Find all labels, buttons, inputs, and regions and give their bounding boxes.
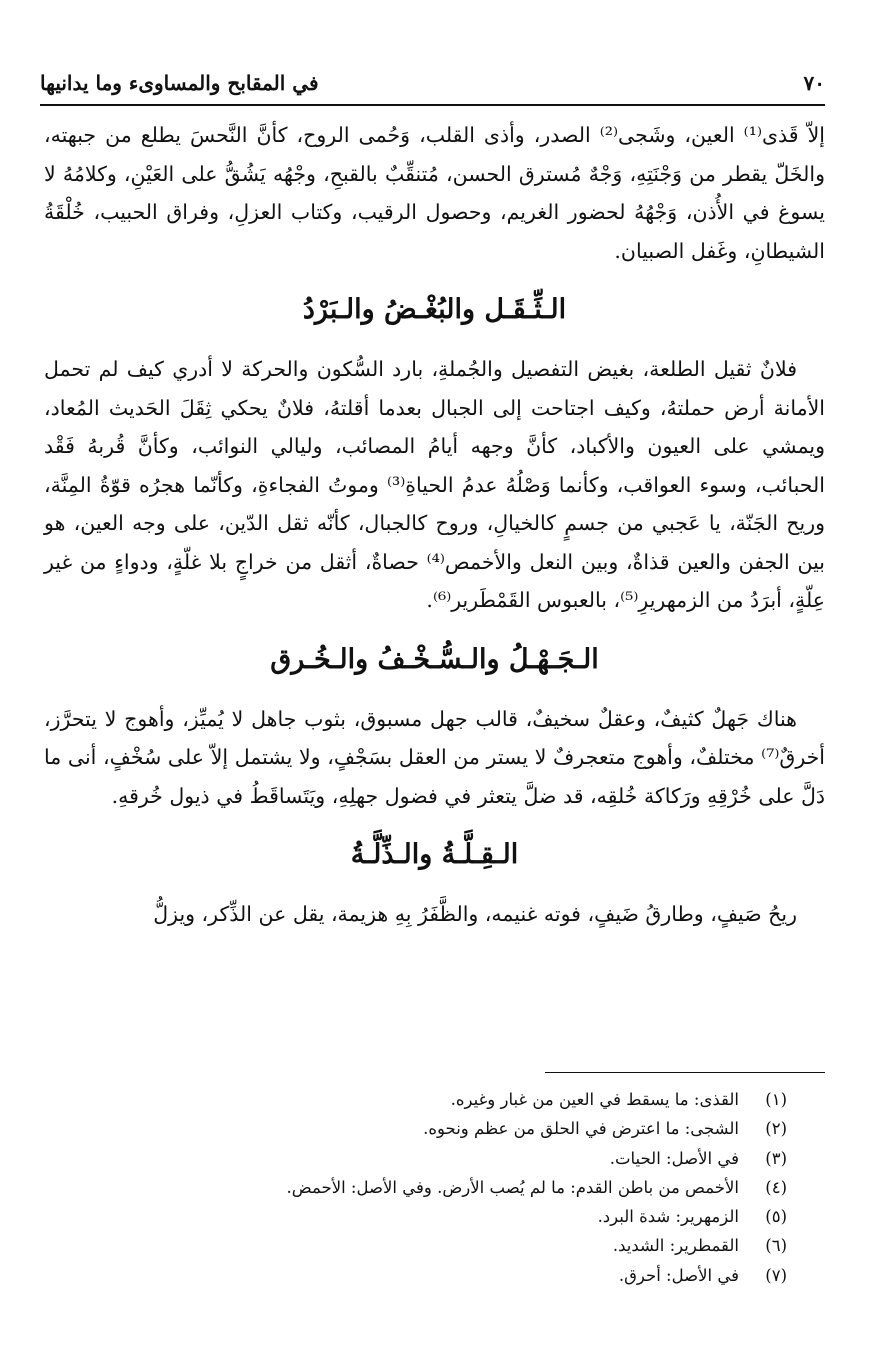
footnote	[40, 1144, 787, 1173]
paragraph: هناك جَهلٌ كثيفٌ، وعقلٌ سخيفٌ، قالب جهل مسبوق، بثوب جاهل لا يُميِّز، وأهوج لا يتحرَّز، أخرقٌ⁽⁷⁾ مختلفٌ، وأهوج متعجرفٌ لا يستر من العقل بسَجْفٍ، ولا يشتمل إلاّ على سُخْفٍ، أنى ما دَلَّ على خُرْقِهِ ورَكاكة خُلقِه، قد ضلَّ يتعثر في فضول جهلِهِ، ويَتَساقَطُ في ذيول خُرقهِ.	[44, 706, 825, 808]
running-header	[40, 66, 825, 100]
paragraph: فلانٌ ثقيل الطلعة، بغيض التفصيل والجُملةِ، بارد السُّكون والحركة لا أدري كيف لم تحمل الأمانة أرض حملتهُ، وكيف اجتاحت إلى الجبال بعدما أقلتهُ، فلانٌ يحكي ثِقَلَ الحَديث المُعاد، ويمشي على العيون والأكباد، كأنَّ وجهه أيامُ المصائب، وليالي النوائب، وكأنَّ قُربهُ فَقْد الحبائب، وسوء العواقب، وكأنما وَصْلُهُ عدمُ الحياةِ⁽³⁾ وموتُ الفجاءةِ، وكأنّما هجرُه قوّةُ المِنَّة، وريح الجَنّة، يا عَجبي من جسمٍ كالخيالِ، وروح كالجبال، كأنّه ثقل الدّين، على وجه العين، هو بين الجفن والعين قذاةٌ، وبين النعل والأخمص⁽⁴⁾ حصاةٌ، أثقل من خراجٍ بلا غلّةٍ، ودواءٍ من غير عِلّةٍ، أبرَدُ من الزمهريرِ⁽⁵⁾، بالعبوس القَمْطَرير⁽⁶⁾.	[44, 357, 825, 612]
footnote-number: (٤)	[765, 1177, 787, 1197]
footnote-number: (٧)	[765, 1265, 787, 1285]
running-title: في المقابح والمساوىء وما يدانيها	[40, 71, 319, 95]
footnote	[40, 1261, 787, 1290]
header-rule	[40, 104, 825, 106]
section-heading: الـقِـلَّـةُ والـذِّلَّـةُ	[350, 839, 519, 870]
footnote-text: في الأصل: أحرق.	[618, 1265, 739, 1285]
section-heading: الـثِّـقَـل والبُغْـضُ والـبَرْدُ	[302, 294, 567, 325]
paragraph: إلاّ قَذى⁽¹⁾ العين، وشَجى⁽²⁾ الصدر، وأذى القلب، وَحُمى الروح، كأنَّ النَّحسَ يطلع من جبهته، والخَلّ يقطر من وَجْنَتِهِ، وَجْهٌ مُسترق الحسن، مُتنقِّبٌ بالقبحِ، وجْهُه يَشُقُّ على العَيْنِ، وكلامُهُ لا يسوغ في الأُذن، وَجْهُهُ لحضور الغريم، وحصول الرقيب، وكتاب العزلِ، وفراق الحبيب، خُلْقَةُ الشيطانِ، وغَفل الصبيان.	[44, 123, 825, 263]
section-heading: الـجَـهْـلُ والـسُّـخْـفُ والـخُـرق	[270, 643, 599, 675]
footnote-number: (٦)	[765, 1236, 787, 1256]
footnote-rule	[545, 1072, 825, 1073]
footnote	[40, 1202, 787, 1231]
page-number: ٧٠	[803, 71, 825, 95]
footnote-number: (٣)	[765, 1148, 787, 1168]
paragraph: ريحُ صَيفٍ، وطارقُ ضَيفٍ، فوته غنيمه، والظَّفَرُ بِهِ هزيمة، يقل عن الذِّكر، ويزلُّ	[153, 902, 797, 926]
footnote-number: (٢)	[765, 1119, 787, 1139]
footnote-text: القمطرير: الشديد.	[612, 1236, 739, 1256]
footnote-number: (١)	[765, 1090, 787, 1109]
footnote	[40, 1231, 787, 1260]
footnote-text: في الأصل: الحيات.	[609, 1148, 739, 1168]
footnote-text: القذى: ما يسقط في العين من غبار وغيره.	[450, 1090, 739, 1109]
footnote	[40, 1114, 787, 1143]
footnotes	[40, 1085, 787, 1290]
footnote	[40, 1085, 787, 1114]
footnote-text: الشجى: ما اعترض في الحلق من عظم ونحوه.	[423, 1119, 739, 1139]
footnote-number: (٥)	[765, 1207, 787, 1227]
footnote-text: الأخمص من باطن القدم: ما لم يُصب الأرض. وفي الأصل: الأحمض.	[286, 1177, 739, 1197]
footnote	[40, 1173, 787, 1202]
footnote-text: الزمهرير: شدة البرد.	[597, 1207, 739, 1227]
main-text	[44, 116, 825, 934]
